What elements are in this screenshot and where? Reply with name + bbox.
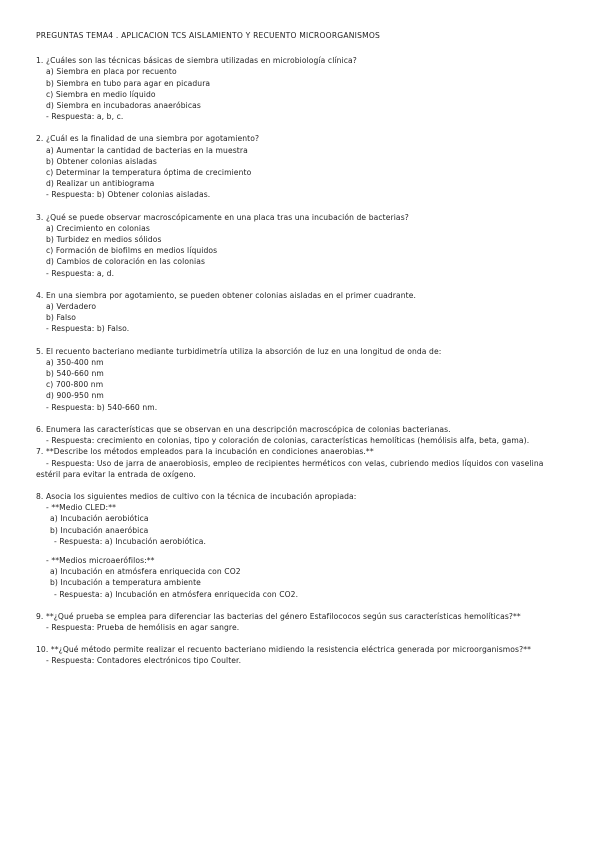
question-5-option-d: d) 900-950 nm — [46, 391, 104, 401]
question-2-option-c: c) Determinar la temperatura óptima de crecimiento — [46, 168, 252, 178]
question-1-option-a: a) Siembra en placa por recuento — [46, 67, 177, 77]
question-6-answer: - Respuesta: crecimiento en colonias, tipo y coloración de colonias, características hemolíticas (hemólisis alfa, beta, gama). — [46, 436, 530, 446]
question-1-text: 1. ¿Cuáles son las técnicas básicas de siembra utilizadas en microbiología clínica? — [36, 56, 357, 66]
question-2-option-d: d) Realizar un antibiograma — [46, 179, 155, 189]
question-5-text: 5. El recuento bacteriano mediante turbidimetría utiliza la absorción de luz en una longitud de onda de: — [36, 346, 442, 356]
question-2-text: 2. ¿Cuál es la finalidad de una siembra por agotamiento? — [36, 134, 260, 144]
question-1-option-c: c) Siembra en medio líquido — [46, 89, 156, 99]
question-8-part-1-option-a: a) Incubación aerobiótica — [50, 514, 149, 524]
question-2-option-a: a) Aumentar la cantidad de bacterias en la muestra — [46, 145, 248, 155]
question-7-text: 7. **Describe los métodos empleados para la incubación en condiciones anaerobias.** — [36, 447, 374, 457]
question-4 — [36, 290, 568, 335]
question-8-part-1-option-b: b) Incubación anaeróbica — [50, 525, 149, 535]
question-8-part-2-option-a: a) Incubación en atmósfera enriquecida con CO2 — [50, 567, 241, 577]
document-body — [36, 30, 568, 678]
question-8-part-2-answer: - Respuesta: a) Incubación en atmósfera enriquecida con CO2. — [54, 589, 299, 599]
question-7 — [36, 446, 568, 480]
question-6-text: 6. Enumera las características que se observan en una descripción macroscópica de colonias bacterianas. — [36, 424, 451, 434]
question-1-option-d: d) Siembra en incubadoras anaeróbicas — [46, 101, 201, 111]
question-4-option-b: b) Falso — [46, 313, 77, 323]
question-7-answer-line-1: - Respuesta: Uso de jarra de anaerobiosis, empleo de recipientes herméticos con velas, cubriendo medios líquidos con vaselina — [46, 458, 544, 468]
document-title: PREGUNTAS TEMA4 . APLICACION TCS AISLAMIENTO Y RECUENTO MICROORGANISMOS — [36, 31, 381, 40]
question-3-option-b: b) Turbidez en medios sólidos — [46, 235, 162, 245]
question-3-option-c: c) Formación de biofilms en medios líquidos — [46, 246, 218, 256]
question-8 — [36, 491, 568, 600]
question-8-text: 8. Asocia los siguientes medios de cultivo con la técnica de incubación apropiada: — [36, 491, 357, 501]
question-1-answer: - Respuesta: a, b, c. — [46, 112, 124, 122]
question-4-text: 4. En una siembra por agotamiento, se pueden obtener colonias aisladas en el primer cuadrante. — [36, 290, 417, 300]
question-9-answer: - Respuesta: Prueba de hemólisis en agar sangre. — [46, 622, 240, 632]
question-2-option-b: b) Obtener colonias aisladas — [46, 156, 157, 166]
question-3-option-a: a) Crecimiento en colonias — [46, 223, 150, 233]
question-10 — [36, 644, 568, 666]
question-3-text: 3. ¿Qué se puede observar macroscópicamente en una placa tras una incubación de bacterias? — [36, 212, 409, 222]
question-4-answer: - Respuesta: b) Falso. — [46, 324, 130, 334]
question-5-option-a: a) 350-400 nm — [46, 357, 104, 367]
question-1-option-b: b) Siembra en tubo para agar en picadura — [46, 78, 211, 88]
question-5-answer: - Respuesta: b) 540-660 nm. — [46, 402, 158, 412]
question-5-option-b: b) 540-660 nm — [46, 369, 104, 379]
question-9 — [36, 611, 568, 633]
question-1 — [36, 55, 568, 122]
question-5-option-c: c) 700-800 nm — [46, 380, 104, 390]
question-8-part-2-label: - **Medios microaerófilos:** — [46, 555, 155, 565]
question-8-part-1-label: - **Medio CLED:** — [46, 503, 116, 513]
question-10-answer: - Respuesta: Contadores electrónicos tipo Coulter. — [46, 656, 242, 666]
question-8-spacer — [36, 547, 568, 555]
question-5 — [36, 346, 568, 413]
question-10-text: 10. **¿Qué método permite realizar el recuento bacteriano midiendo la resistencia eléctrica generada por microorganismos?** — [36, 645, 532, 655]
question-9-text: 9. **¿Qué prueba se emplea para diferenciar las bacterias del género Estafilococos según sus características hemolíticas?** — [36, 611, 521, 621]
question-7-answer-line-2: estéril para evitar la entrada de oxígeno. — [36, 469, 196, 479]
question-8-part-1-answer: - Respuesta: a) Incubación aerobiótica. — [54, 536, 207, 546]
question-2 — [36, 133, 568, 200]
question-3-option-d: d) Cambios de coloración en las colonias — [46, 257, 206, 267]
question-6 — [36, 424, 568, 446]
question-4-option-a: a) Verdadero — [46, 302, 97, 312]
question-3-answer: - Respuesta: a, d. — [46, 268, 115, 278]
question-8-part-2-option-b: b) Incubación a temperatura ambiente — [50, 578, 201, 588]
question-2-answer: - Respuesta: b) Obtener colonias aisladas. — [46, 190, 211, 200]
question-3 — [36, 212, 568, 279]
